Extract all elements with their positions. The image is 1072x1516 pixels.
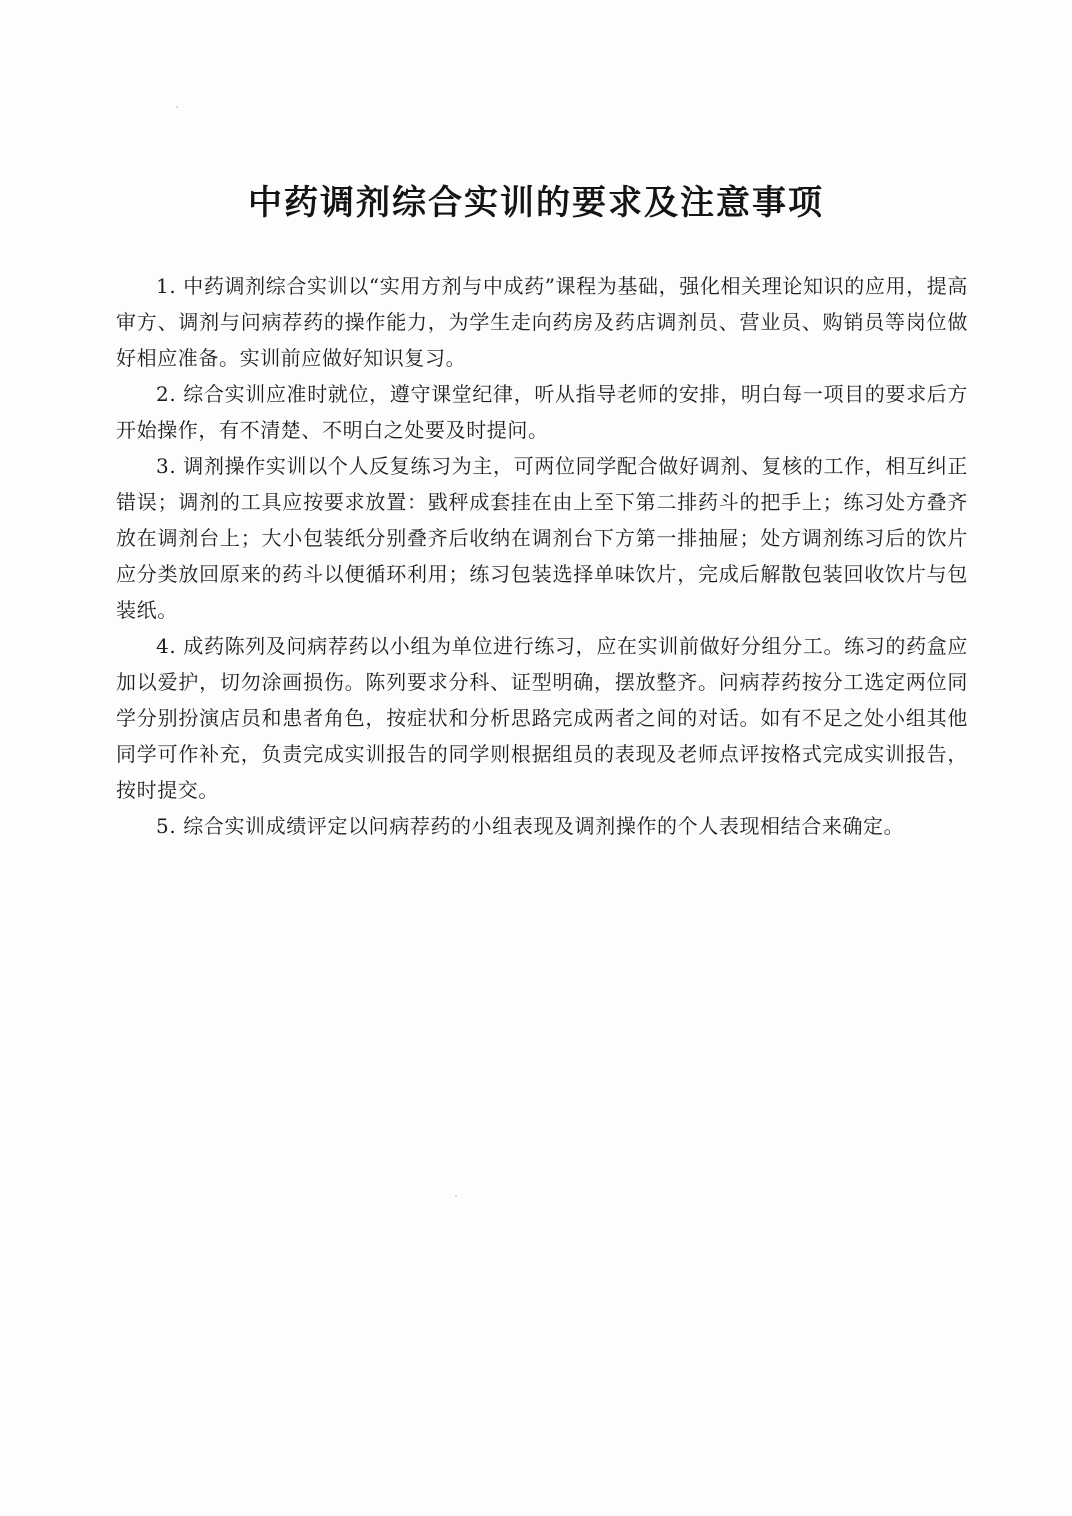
paragraph-2: 2. 综合实训应准时就位，遵守课堂纪律，听从指导老师的安排，明白每一项目的要求后方开始操作，有不清楚、不明白之处要及时提问。 xyxy=(116,382,968,442)
paragraph-4: 4. 成药陈列及问病荐药以小组为单位进行练习，应在实训前做好分组分工。练习的药盒应加以爱护，切勿涂画损伤。陈列要求分科、证型明确，摆放整齐。问病荐药按分工选定两位同学分别扮演店员和患者角色，按症状和分析思路完成两者之间的对话。如有不足之处小组其他同学可作补充，负责完成实训报告的同学则根据组员的表现及老师点评按格式完成实训报告，按时提交。 xyxy=(116,634,968,802)
paragraph-1: 1. 中药调剂综合实训以“实用方剂与中成药”课程为基础，强化相关理论知识的应用，提高审方、调剂与问病荐药的操作能力，为学生走向药房及药店调剂员、营业员、购销员等岗位做好相应准备。实训前应做好知识复习。 xyxy=(116,274,968,370)
document-body xyxy=(116,268,968,844)
scan-speck xyxy=(176,106,178,108)
paragraph-3: 3. 调剂操作实训以个人反复练习为主，可两位同学配合做好调剂、复核的工作，相互纠正错误；调剂的工具应按要求放置：戥秤成套挂在由上至下第二排药斗的把手上；练习处方叠齐放在调剂台上；大小包装纸分别叠齐后收纳在调剂台下方第一排抽屉；处方调剂练习后的饮片应分类放回原来的药斗以便循环利用；练习包装选择单味饮片，完成后解散包装回收饮片与包装纸。 xyxy=(116,454,968,622)
scan-speck xyxy=(455,1195,457,1197)
paragraph-5: 5. 综合实训成绩评定以问病荐药的小组表现及调剂操作的个人表现相结合来确定。 xyxy=(156,814,905,838)
document-title: 中药调剂综合实训的要求及注意事项 xyxy=(248,182,824,223)
